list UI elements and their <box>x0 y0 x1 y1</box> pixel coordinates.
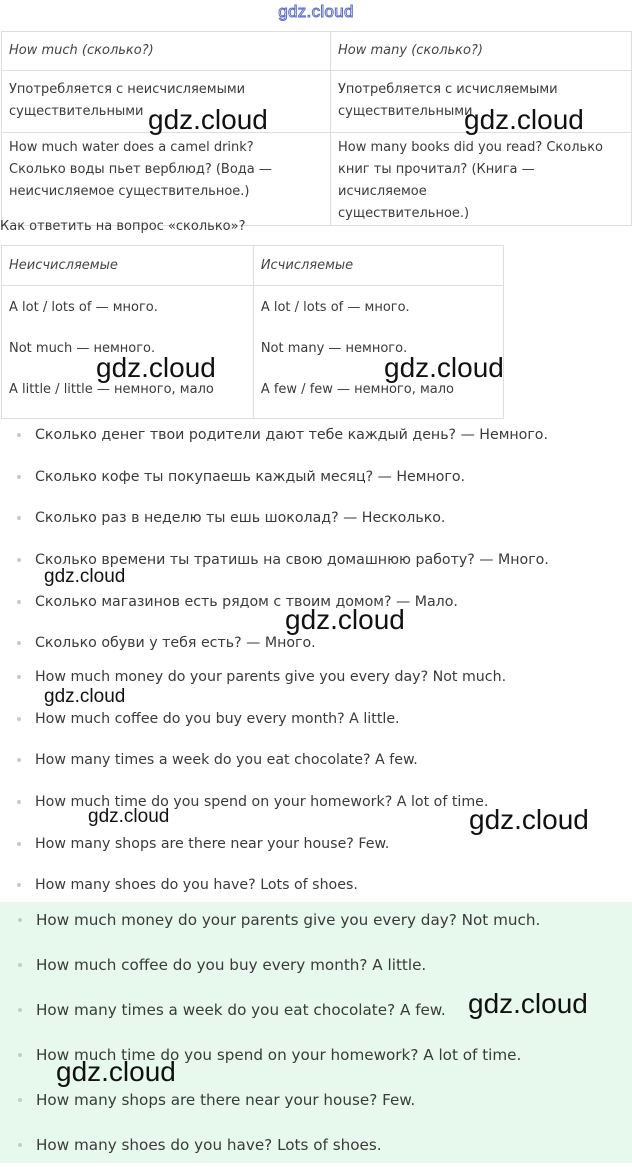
section-question: Как ответить на вопрос «сколько»? <box>0 219 246 234</box>
watermark: gdz.cloud <box>56 1056 176 1087</box>
watermark: gdz.cloud <box>468 988 588 1019</box>
list-item-text: How many times a week do you eat chocolate? A few. <box>36 1000 446 1019</box>
example-line: существительное.) <box>338 206 470 221</box>
usage-line: существительными <box>9 104 144 119</box>
list-item-text: How many shoes do you have? Lots of shoes. <box>36 1135 382 1154</box>
list-item-text: Сколько денег твои родители дают тебе каждый день? — Немного. <box>35 426 548 443</box>
table1-head-much: How much (сколько?) <box>2 32 331 71</box>
bullet-icon <box>17 883 21 887</box>
bullet-icon <box>17 758 21 762</box>
list-item <box>0 897 632 942</box>
list-item-text: How many shoes do you have? Lots of shoes. <box>35 877 358 894</box>
bullet-icon <box>18 918 22 922</box>
list-item-text: Сколько магазинов есть рядом с твоим домом? — Мало. <box>35 593 458 610</box>
bullet-icon <box>17 641 21 645</box>
bullet-icon <box>17 516 21 520</box>
list-item-text: Сколько обуви у тебя есть? — Много. <box>35 635 316 652</box>
table1-head-many: How many (сколько?) <box>331 32 632 71</box>
list-item <box>0 739 632 781</box>
bullet-icon <box>17 800 21 804</box>
watermark: gdz.cloud <box>44 566 126 587</box>
usage-line: Употребляется с неисчисляемыми <box>9 82 246 97</box>
example-line: How much water does a camel drink? <box>9 140 254 155</box>
list-item-text: Сколько кофе ты покупаешь каждый месяц? — Немного. <box>35 468 466 485</box>
list-item-text: How much time do you spend on your homework? A lot of time. <box>36 1045 522 1064</box>
answer-panel-list <box>0 897 632 1167</box>
bullet-icon <box>18 1143 22 1147</box>
table2-entry: A lot / lots of — много. <box>260 300 410 315</box>
list-item <box>0 456 632 498</box>
table1-example-many <box>331 133 632 226</box>
bullet-icon <box>18 1098 22 1102</box>
example-line: How many books did you read? Сколько <box>338 140 604 155</box>
list-item-text: How much money do your parents give you every day? Not much. <box>35 668 507 685</box>
bullet-icon <box>18 1008 22 1012</box>
bullet-icon <box>18 1053 22 1057</box>
usage-line: Употребляется с исчисляемыми <box>338 82 558 97</box>
bullet-icon <box>17 558 21 562</box>
list-item <box>0 497 632 539</box>
watermark: gdz.cloud <box>384 352 504 383</box>
watermark: gdz.cloud <box>44 686 126 707</box>
answers-table <box>1 245 504 419</box>
watermark: gdz.cloud <box>88 806 170 827</box>
list-item-text: How many shops are there near your house? Few. <box>36 1090 416 1109</box>
watermark: gdz.cloud <box>469 804 589 835</box>
usage-line: существительными <box>338 104 473 119</box>
bullet-icon <box>17 675 21 679</box>
example-line: Сколько воды пьет верблюд? (Вода — <box>9 162 272 177</box>
list-item <box>0 942 632 987</box>
table2-entry: A lot / lots of — много. <box>9 300 158 315</box>
bullet-icon <box>17 600 21 604</box>
watermark: gdz.cloud <box>285 604 405 635</box>
list-item <box>0 1122 632 1167</box>
watermark: gdz.cloud <box>464 104 584 135</box>
list-item-text: How much coffee do you buy every month? A little. <box>36 955 427 974</box>
bullet-icon <box>17 842 21 846</box>
table2-entry: Not much — немного. <box>9 341 156 356</box>
list-item-text: How much coffee do you buy every month? A little. <box>35 710 400 727</box>
table1-example-much <box>2 133 331 226</box>
example-line: книг ты прочитал? (Книга — исчисляемое <box>338 162 535 199</box>
bullet-icon <box>17 717 21 721</box>
watermark: gdz.cloud <box>96 352 216 383</box>
table2-entry: A little / little — немного, мало <box>9 382 214 397</box>
list-item-text: How many times a week do you eat chocolate? A few. <box>35 752 418 769</box>
list-item-text: How much time do you spend on your homework? A lot of time. <box>35 793 489 810</box>
bullet-icon <box>18 963 22 967</box>
list-item-text: How much money do your parents give you every day? Not much. <box>36 910 541 929</box>
table2-entry: A few / few — немного, мало <box>260 382 455 397</box>
list-item-text: Сколько раз в неделю ты ешь шоколад? — Несколько. <box>35 510 446 527</box>
site-logo[interactable]: gdz.cloud <box>278 2 354 21</box>
table2-entry: Not many — немного. <box>260 341 408 356</box>
list-item <box>0 414 632 456</box>
list-item-text: How many shops are there near your house? Few. <box>35 835 390 852</box>
watermark: gdz.cloud <box>148 104 268 135</box>
bullet-icon <box>17 475 21 479</box>
table2-head-uncountable: Неисчисляемые <box>2 246 254 286</box>
table2-head-countable: Исчисляемые <box>253 246 503 286</box>
bullet-icon <box>17 433 21 437</box>
example-line: неисчисляемое существительное.) <box>9 184 250 199</box>
list-item-text: Сколько времени ты тратишь на свою домашнюю работу? — Много. <box>35 551 549 568</box>
